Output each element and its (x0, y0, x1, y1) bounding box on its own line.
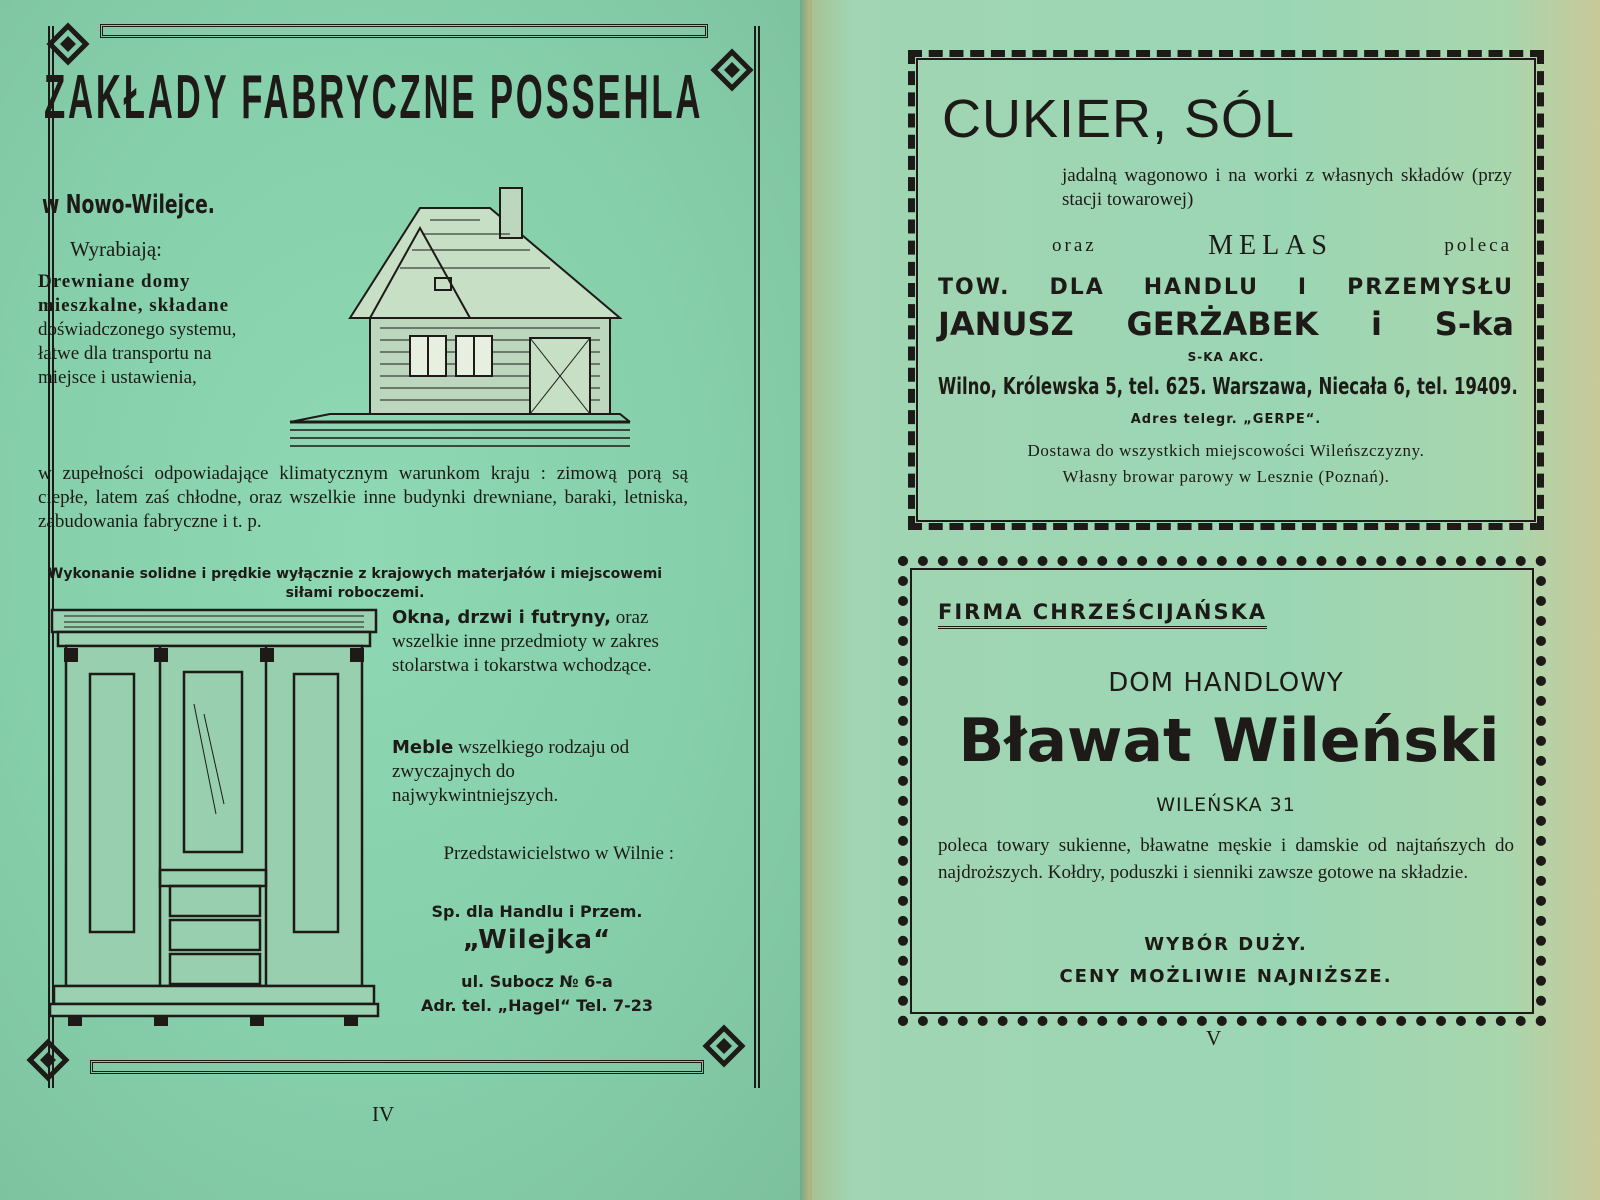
possehl-address (392, 970, 682, 1018)
frame-top-bar (100, 24, 708, 38)
possehl-windows-bold: Okna, drzwi i futryny, (392, 607, 611, 628)
gerzabek-offer-and: oraz (1052, 235, 1097, 256)
gerzabek-offer (1052, 230, 1512, 262)
gerzabek-company-type: S-KA AKC. (1187, 350, 1265, 364)
possehl-produce-label: Wyrabiają: (70, 237, 163, 261)
possehl-houses-desc: doświadczonego systemu, łatwe dla transportu na miejsce i ustawienia, (38, 319, 237, 388)
wardrobe-illustration (44, 604, 384, 1034)
blawat-choice: WYBÓR DUŻY. (1144, 934, 1308, 955)
gerzabek-company-line1: TOW. DLA HANDLU I PRZEMYSŁU (938, 275, 1514, 300)
possehl-title: ZAKŁADY FABRYCZNE POSSEHLA (44, 63, 704, 132)
possehl-office-label: Przedstawicielstwo w Wilnie : (443, 843, 674, 864)
ornament-corner-bottom-right (702, 1024, 746, 1068)
gerzabek-delivery: Dostawa do wszystkich miejscowości Wileńszczyzny. (1027, 441, 1425, 460)
page-number-right: V (1206, 1026, 1222, 1050)
blawat-christian-firm: FIRMA CHRZEŚCIJAŃSKA (938, 600, 1267, 629)
blawat-street: WILEŃSKA 31 (1156, 794, 1296, 816)
blawat-prices: CENY MOŻLIWIE NAJNIŻSZE. (1059, 966, 1393, 987)
possehl-windows-desc: oraz wszelkie inne przedmioty w zakres stolarstwa i tokarstwa wchodzące. (392, 607, 659, 676)
gerzabek-addresses: Wilno, Królewska 5, tel. 625. Warszawa, Niecała 6, tel. 19409. (938, 374, 1518, 400)
possehl-houses-text (38, 270, 268, 390)
gerzabek-offer-product: MELAS (1208, 230, 1334, 261)
house-illustration (230, 168, 650, 468)
gerzabek-brewery: Własny browar parowy w Lesznie (Poznań). (1062, 467, 1390, 486)
possehl-location: w Nowo-Wilejce. (42, 190, 215, 220)
possehl-houses-bold: Drewniane domy mieszkalne, składane (38, 271, 230, 316)
frame-bottom-bar (90, 1060, 704, 1074)
possehl-firm-name: „Wilejka“ (462, 925, 612, 955)
possehl-furniture-desc: wszelkiego rodzaju od zwyczajnych do najwykwintniejszych. (392, 737, 630, 806)
right-page (812, 0, 1600, 1200)
possehl-street: ul. Subocz № 6-a (461, 972, 613, 991)
ornament-corner-top-left (46, 22, 90, 66)
possehl-furniture-text (392, 736, 682, 808)
blawat-description: poleca towary sukienne, bławatne męskie i damskie od najtańszych do najdroższych. Kołdry, poduszki i sienniki zawsze gotowe na składzie. (938, 835, 1514, 883)
gerzabek-offer-verb: poleca (1444, 235, 1512, 256)
possehl-furniture-bold: Meble (392, 737, 454, 758)
possehl-windows-text (392, 606, 682, 678)
blawat-house: DOM HANDLOWY (1108, 668, 1344, 698)
possehl-telegraph: Adr. tel. „Hagel“ Tel. 7-23 (420, 996, 654, 1015)
gerzabek-description: jadalną wagonowo i na worki z własnych składów (przy stacji towarowej) (1062, 165, 1512, 210)
possehl-houses-continued: w zupełności odpowiadające klimatycznym warunkom kraju : zimową porą są ciepłe, latem zaś chłodne, oraz wszelkie inne budynki drewniane, baraki, letniska, zabudowania fabryczne i t. p. (38, 463, 688, 532)
gerzabek-title: CUKIER, SÓL (942, 89, 1296, 149)
possehl-firm: Sp. dla Handlu i Przem. (431, 902, 643, 921)
gerzabek-telegram: Adres telegr. „GERPE“. (1130, 412, 1322, 427)
ornament-corner-bottom-left (26, 1038, 70, 1082)
ornament-corner-top-right (710, 48, 754, 92)
blawat-name: Bławat Wileński (958, 706, 1500, 776)
possehl-execution-note: Wykonanie solidne i prędkie wyłącznie z krajowych materjałów i miejscowemi siłami roboczemi. (47, 566, 663, 601)
page-number-left: IV (372, 1102, 395, 1126)
gerzabek-delivery-block (938, 438, 1514, 490)
gerzabek-company-line2: JANUSZ GERŻABEK i S-ka (938, 305, 1514, 343)
